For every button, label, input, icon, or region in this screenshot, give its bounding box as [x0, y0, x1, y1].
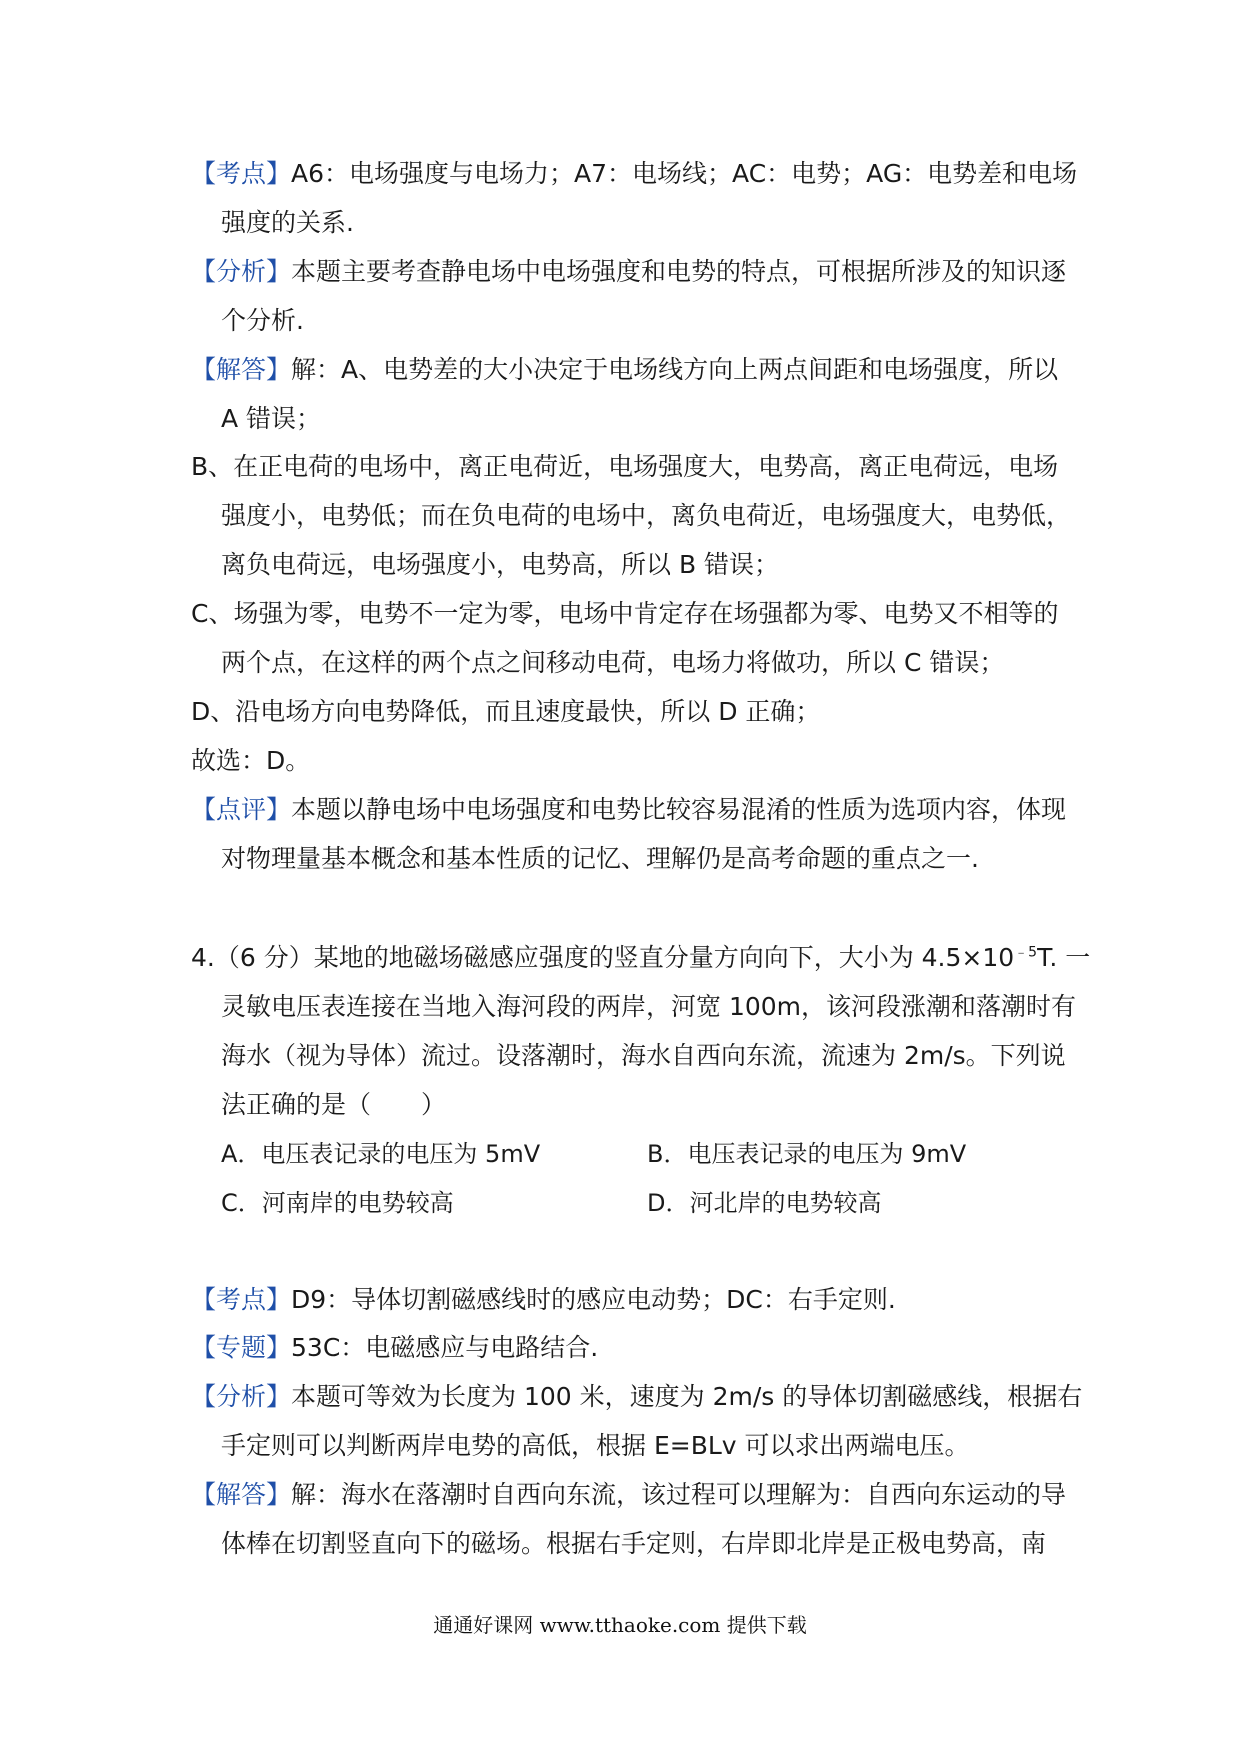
q4-fenxi-line1: [191, 1379, 1082, 1415]
q3-option-b-line2: 强度小，电势低；而在负电荷的电场中，离负电荷近，电场强度大，电势低，: [221, 501, 1072, 530]
q4-jieda-text: 解：海水在落潮时自西向东流，该过程可以理解为：自西向东运动的导: [291, 1480, 1067, 1509]
q3-option-b-line1: B、在正电荷的电场中，离正电荷近，电场强度大，电势高，离正电荷远，电场: [191, 452, 1059, 481]
kaodian-label: 【考点】: [191, 1285, 292, 1314]
q4-stem-line1: [191, 940, 1090, 976]
q4-stem-exponent: ﹣5: [1014, 944, 1038, 961]
q4-stem-line4: 法正确的是（ ）: [221, 1090, 447, 1119]
fenxi-label: 【分析】: [191, 257, 292, 286]
q3-option-d-line1: D、沿电场方向电势降低，而且速度最快，所以 D 正确；: [191, 697, 821, 726]
q3-option-b-line3: 离负电荷远，电场强度小，电势高，所以 B 错误；: [221, 550, 780, 579]
q4-stem-text-b: T. 一: [1037, 943, 1091, 972]
q4-option-b: B．电压表记录的电压为 9mV: [647, 1140, 967, 1168]
q4-jieda-line1: [191, 1477, 1066, 1513]
q4-option-d: D．河北岸的电势较高: [647, 1189, 882, 1217]
q4-kaodian-line: [191, 1282, 896, 1318]
q4-kaodian-text: D9：导体切割磁感线时的感应电动势；DC：右手定则.: [291, 1285, 896, 1314]
q3-answer: 故选：D。: [191, 746, 311, 775]
q4-stem-line3: 海水（视为导体）流过。设落潮时，海水自西向东流，流速为 2m/s。下列说: [221, 1041, 1066, 1070]
q3-option-c-line2: 两个点，在这样的两个点之间移动电荷，电场力将做功，所以 C 错误；: [221, 648, 1005, 677]
q4-fenxi-text: 本题可等效为长度为 100 米，速度为 2m/s 的导体切割磁感线，根据右: [291, 1382, 1083, 1411]
q4-option-c: C．河南岸的电势较高: [221, 1189, 454, 1217]
kaodian-label: 【考点】: [191, 159, 292, 188]
q3-fenxi-text: 本题主要考查静电场中电场强度和电势的特点，可根据所涉及的知识逐: [291, 257, 1067, 286]
q4-fenxi-line2: 手定则可以判断两岸电势的高低，根据 E=BLv 可以求出两端电压。: [221, 1431, 970, 1460]
q3-kaodian-text: A6：电场强度与电场力；A7：电场线；AC：电势；AG：电势差和电场: [291, 159, 1078, 188]
q4-jieda-line2: 体棒在切割竖直向下的磁场。根据右手定则，右岸即北岸是正极电势高，南: [221, 1529, 1047, 1558]
q3-jieda-line1: [191, 352, 1058, 388]
q4-stem-text-a: 4.（6 分）某地的地磁场磁感应强度的竖直分量方向向下，大小为 4.5×10: [191, 943, 1015, 972]
q3-option-c-line1: C、场强为零，电势不一定为零，电场中肯定存在场强都为零、电势又不相等的: [191, 599, 1059, 628]
q3-jieda-text: 解：A、电势差的大小决定于电场线方向上两点间距和电场强度，所以: [291, 355, 1059, 384]
q3-dianping-text: 本题以静电场中电场强度和电势比较容易混淆的性质为选项内容，体现: [291, 795, 1067, 824]
q3-dianping-line2: 对物理量基本概念和基本性质的记忆、理解仍是高考命题的重点之一.: [221, 844, 979, 873]
q4-stem-line2: 灵敏电压表连接在当地入海河段的两岸，河宽 100m，该河段涨潮和落潮时有: [221, 992, 1077, 1021]
q4-option-a: A．电压表记录的电压为 5mV: [221, 1140, 541, 1168]
fenxi-label: 【分析】: [191, 1382, 292, 1411]
q3-jieda-line2: A 错误；: [221, 404, 322, 433]
q3-dianping-line1: [191, 792, 1066, 828]
q3-kaodian-line2: 强度的关系.: [221, 208, 354, 237]
dianping-label: 【点评】: [191, 795, 292, 824]
page-footer: 通通好课网 www.tthaoke.com 提供下载: [433, 1613, 807, 1637]
q4-zhuanti-line: [191, 1330, 598, 1366]
q4-zhuanti-text: 53C：电磁感应与电路结合.: [291, 1333, 599, 1362]
zhuanti-label: 【专题】: [191, 1333, 292, 1362]
q3-kaodian-line1: [191, 156, 1077, 192]
q3-fenxi-line2: 个分析.: [221, 306, 304, 335]
jieda-label: 【解答】: [191, 1480, 292, 1509]
q3-fenxi-line1: [191, 254, 1066, 290]
jieda-label: 【解答】: [191, 355, 292, 384]
